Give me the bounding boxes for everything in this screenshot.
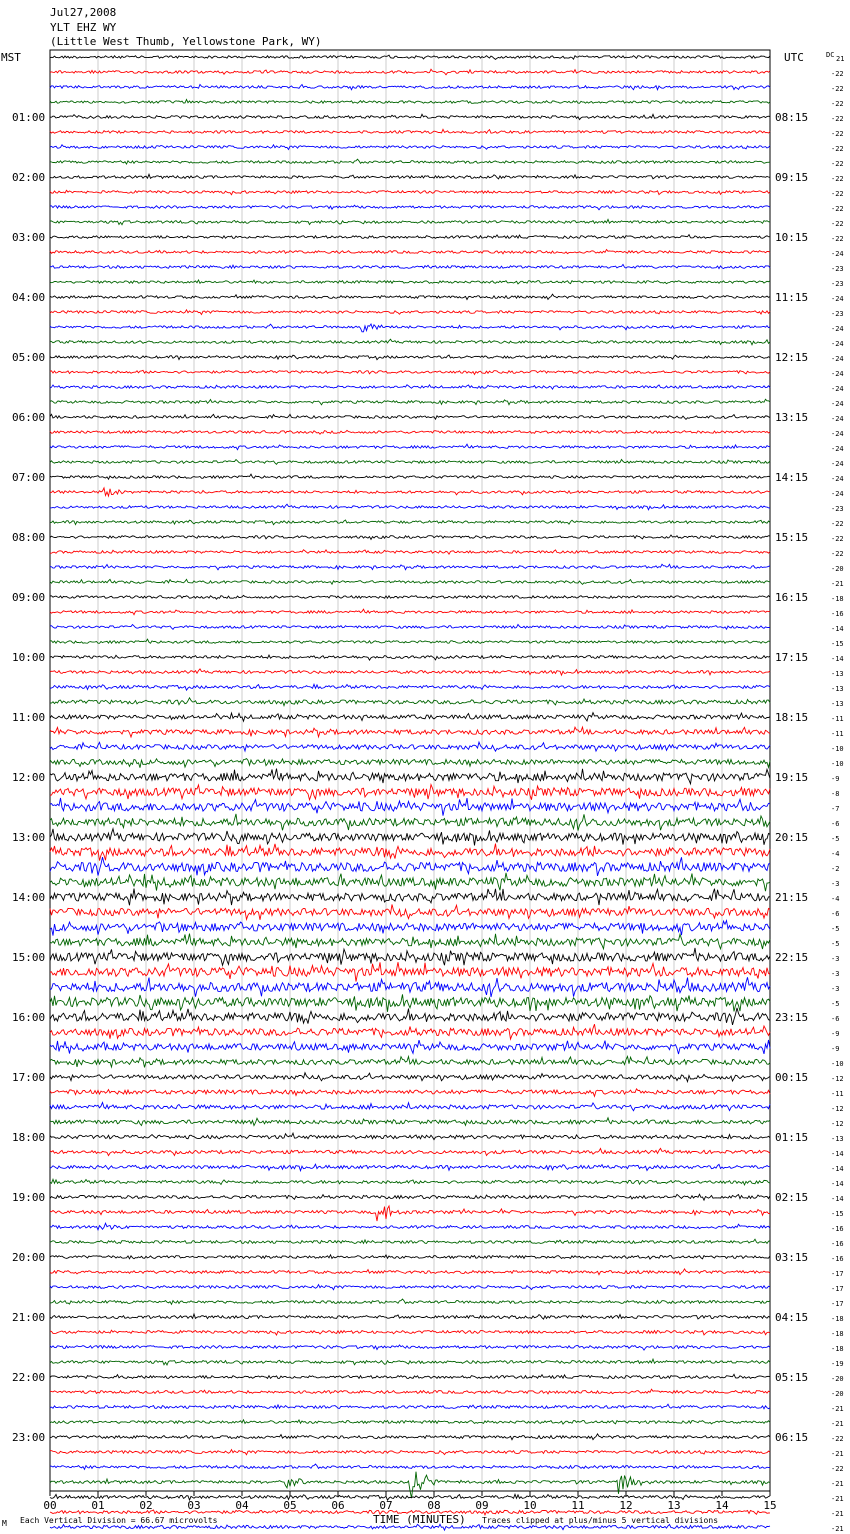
x-tick-label-11: 11 (571, 1499, 585, 1512)
dc-offset-19: -24 (831, 340, 844, 348)
trace-row-94 (50, 1464, 770, 1469)
x-tick-label-10: 10 (523, 1499, 537, 1512)
trace-row-87 (50, 1359, 770, 1365)
trace-row-41 (50, 669, 770, 675)
x-tick-label-7: 07 (379, 1499, 393, 1512)
dc-offset-28: -24 (831, 475, 844, 483)
trace-row-53 (50, 844, 770, 861)
trace-row-32 (50, 535, 770, 539)
station-location: (Little West Thumb, Yellowstone Park, WY) (50, 35, 322, 48)
station-code: YLT EHZ WY (50, 21, 117, 34)
dc-offset-52: -5 (831, 835, 840, 843)
dc-offset-45: -11 (831, 730, 844, 738)
dc-offset-16: -24 (831, 295, 844, 303)
trace-row-95 (50, 1472, 770, 1498)
mst-hour-labels (12, 111, 45, 1444)
dc-offset-96: -21 (831, 1495, 844, 1503)
trace-row-8 (50, 174, 770, 179)
mst-label-6: 07:00 (12, 471, 46, 484)
x-tick-label-2: 02 (139, 1499, 153, 1512)
trace-row-38 (50, 625, 770, 630)
dc-offset-49: -8 (831, 790, 840, 798)
utc-zone-label: UTC (784, 51, 804, 64)
trace-row-84 (50, 1314, 770, 1319)
trace-row-31 (50, 520, 770, 525)
minute-grid (98, 50, 722, 1491)
trace-row-50 (50, 798, 770, 816)
trace-row-16 (50, 294, 770, 299)
trace-row-2 (50, 85, 770, 90)
trace-row-22 (50, 385, 770, 389)
trace-row-81 (50, 1269, 770, 1275)
dc-offset-75: -14 (831, 1180, 844, 1188)
trace-row-59 (50, 934, 770, 949)
mst-label-21: 22:00 (12, 1371, 46, 1384)
trace-row-13 (50, 250, 770, 254)
mst-label-17: 18:00 (12, 1131, 46, 1144)
trace-row-69 (50, 1089, 770, 1097)
trace-row-35 (50, 579, 770, 584)
trace-row-78 (50, 1223, 770, 1230)
mst-label-22: 23:00 (12, 1431, 46, 1444)
trace-row-51 (50, 814, 770, 831)
mst-label-0: 01:00 (12, 111, 46, 124)
utc-label-2: 10:15 (775, 231, 809, 244)
utc-label-1: 09:15 (775, 171, 809, 184)
trace-row-33 (50, 550, 770, 554)
dc-offset-20: -24 (831, 355, 844, 363)
trace-row-9 (50, 190, 770, 194)
trace-row-45 (50, 727, 770, 737)
trace-row-89 (50, 1389, 770, 1394)
trace-row-71 (50, 1118, 770, 1126)
utc-label-9: 17:15 (775, 651, 809, 664)
dc-offset-86: -18 (831, 1345, 844, 1353)
trace-row-24 (50, 414, 770, 419)
trace-row-15 (50, 280, 770, 284)
utc-label-0: 08:15 (775, 111, 809, 124)
x-tick-label-12: 12 (619, 1499, 633, 1512)
dc-offset-9: -22 (831, 190, 844, 198)
mst-label-3: 04:00 (12, 291, 46, 304)
dc-offset-73: -14 (831, 1150, 844, 1158)
trace-row-96 (50, 1494, 770, 1500)
mst-zone-label: MST (1, 51, 21, 64)
trace-row-90 (50, 1404, 770, 1409)
dc-offset-labels (831, 55, 844, 1534)
dc-offset-11: -22 (831, 220, 844, 228)
dc-offset-69: -11 (831, 1090, 844, 1098)
dc-offset-6: -22 (831, 145, 844, 153)
utc-label-3: 11:15 (775, 291, 809, 304)
trace-row-61 (50, 962, 770, 981)
trace-row-1 (50, 69, 770, 75)
mst-label-20: 21:00 (12, 1311, 46, 1324)
mst-label-16: 17:00 (12, 1071, 46, 1084)
utc-label-21: 05:15 (775, 1371, 809, 1384)
trace-row-65 (50, 1024, 770, 1039)
dc-offset-94: -22 (831, 1465, 844, 1473)
dc-offset-32: -22 (831, 535, 844, 543)
dc-offset-39: -15 (831, 640, 844, 648)
trace-row-48 (50, 769, 770, 784)
trace-row-49 (50, 785, 770, 800)
dc-offset-44: -11 (831, 715, 844, 723)
dc-offset-2: -22 (831, 85, 844, 93)
trace-row-52 (50, 829, 770, 846)
plot-date: Jul27,2008 (50, 6, 117, 19)
dc-offset-74: -14 (831, 1165, 844, 1173)
utc-label-11: 19:15 (775, 771, 809, 784)
dc-offset-78: -16 (831, 1225, 844, 1233)
dc-offset-87: -19 (831, 1360, 844, 1368)
dc-offset-82: -17 (831, 1285, 844, 1293)
dc-offset-77: -15 (831, 1210, 844, 1218)
trace-row-23 (50, 399, 770, 405)
dc-offset-91: -21 (831, 1420, 844, 1428)
scale-note: Each Vertical Division = 66.67 microvolts (20, 1516, 218, 1525)
trace-row-5 (50, 129, 770, 133)
trace-rows (50, 55, 770, 1534)
x-tick-label-6: 06 (331, 1499, 345, 1512)
trace-row-20 (50, 355, 770, 360)
dc-offset-21: -24 (831, 370, 844, 378)
dc-offset-7: -22 (831, 160, 844, 168)
x-tick-label-5: 05 (283, 1499, 297, 1512)
dc-offset-42: -13 (831, 685, 844, 693)
trace-row-14 (50, 264, 770, 268)
dc-offset-3: -22 (831, 100, 844, 108)
dc-offset-27: -24 (831, 460, 844, 468)
trace-row-25 (50, 430, 770, 434)
dc-offset-61: -3 (831, 970, 840, 978)
dc-offset-24: -24 (831, 415, 844, 423)
dc-offset-31: -22 (831, 520, 844, 528)
trace-row-28 (50, 474, 770, 479)
dc-offset-40: -14 (831, 655, 844, 663)
dc-offset-0: 21 (836, 55, 845, 63)
trace-row-60 (50, 948, 770, 965)
dc-offset-53: -4 (831, 850, 840, 858)
utc-label-12: 20:15 (775, 831, 809, 844)
dc-offset-22: -24 (831, 385, 844, 393)
x-tick-label-13: 13 (667, 1499, 681, 1512)
dc-offset-93: -21 (831, 1450, 844, 1458)
x-tick-label-0: 00 (43, 1499, 57, 1512)
dc-offset-72: -13 (831, 1135, 844, 1143)
trace-row-36 (50, 595, 770, 599)
mst-label-19: 20:00 (12, 1251, 46, 1264)
trace-row-75 (50, 1179, 770, 1185)
utc-label-6: 14:15 (775, 471, 809, 484)
dc-offset-57: -6 (831, 910, 840, 918)
dc-offset-79: -16 (831, 1240, 844, 1248)
dc-offset-23: -24 (831, 400, 844, 408)
dc-offset-17: -23 (831, 310, 844, 318)
utc-label-15: 23:15 (775, 1011, 809, 1024)
dc-offset-12: -22 (831, 235, 844, 243)
trace-row-74 (50, 1164, 770, 1171)
mst-label-15: 16:00 (12, 1011, 46, 1024)
mst-label-2: 03:00 (12, 231, 46, 244)
mst-label-14: 15:00 (12, 951, 46, 964)
dc-offset-29: -24 (831, 490, 844, 498)
utc-label-19: 03:15 (775, 1251, 809, 1264)
trace-row-56 (50, 889, 770, 906)
mst-label-7: 08:00 (12, 531, 46, 544)
trace-row-58 (50, 921, 770, 936)
dc-header: DC (826, 51, 835, 59)
trace-row-30 (50, 504, 770, 510)
utc-label-18: 02:15 (775, 1191, 809, 1204)
trace-row-4 (50, 114, 770, 119)
trace-row-86 (50, 1345, 770, 1350)
dc-offset-98: -21 (831, 1525, 844, 1533)
trace-row-55 (50, 873, 770, 891)
utc-hour-labels (775, 111, 808, 1444)
dc-offset-50: -7 (831, 805, 840, 813)
dc-offset-80: -16 (831, 1255, 844, 1263)
trace-row-57 (50, 905, 770, 920)
dc-offset-90: -21 (831, 1405, 844, 1413)
trace-row-29 (50, 488, 770, 496)
trace-row-54 (50, 857, 770, 876)
trace-row-26 (50, 444, 770, 450)
dc-offset-58: -5 (831, 925, 840, 933)
trace-row-7 (50, 159, 770, 164)
trace-row-70 (50, 1103, 770, 1111)
trace-row-12 (50, 235, 770, 239)
trace-row-3 (50, 100, 770, 104)
dc-offset-71: -12 (831, 1120, 844, 1128)
mst-label-12: 13:00 (12, 831, 46, 844)
trace-row-17 (50, 310, 770, 315)
dc-offset-66: -9 (831, 1045, 840, 1053)
mst-label-11: 12:00 (12, 771, 46, 784)
utc-label-14: 22:15 (775, 951, 809, 964)
trace-row-64 (50, 1008, 770, 1025)
dc-offset-1: -22 (831, 70, 844, 78)
utc-label-5: 13:15 (775, 411, 809, 424)
trace-row-39 (50, 639, 770, 643)
dc-offset-36: -18 (831, 595, 844, 603)
trace-row-18 (50, 324, 770, 332)
trace-row-83 (50, 1299, 770, 1304)
x-tick-label-9: 09 (475, 1499, 489, 1512)
trace-row-19 (50, 339, 770, 345)
trace-row-11 (50, 219, 770, 224)
dc-offset-10: -22 (831, 205, 844, 213)
dc-offset-63: -5 (831, 1000, 840, 1008)
trace-row-80 (50, 1255, 770, 1259)
dc-offset-88: -20 (831, 1375, 844, 1383)
utc-label-13: 21:15 (775, 891, 809, 904)
trace-row-79 (50, 1239, 770, 1243)
mst-label-1: 02:00 (12, 171, 46, 184)
mst-label-13: 14:00 (12, 891, 46, 904)
trace-row-34 (50, 564, 770, 570)
mst-label-8: 09:00 (12, 591, 46, 604)
dc-offset-37: -16 (831, 610, 844, 618)
trace-row-0 (50, 55, 770, 59)
dc-offset-95: -21 (831, 1480, 844, 1488)
trace-row-46 (50, 742, 770, 751)
dc-offset-65: -9 (831, 1030, 840, 1038)
dc-offset-46: -10 (831, 745, 844, 753)
dc-offset-48: -9 (831, 775, 840, 783)
trace-row-91 (50, 1420, 770, 1424)
mst-label-18: 19:00 (12, 1191, 46, 1204)
trace-row-76 (50, 1194, 770, 1200)
dc-offset-26: -24 (831, 445, 844, 453)
dc-offset-97: -21 (831, 1510, 844, 1518)
trace-row-10 (50, 205, 770, 210)
mst-label-5: 06:00 (12, 411, 46, 424)
x-tick-label-3: 03 (187, 1499, 201, 1512)
dc-offset-4: -22 (831, 115, 844, 123)
trace-row-37 (50, 609, 770, 615)
dc-offset-76: -14 (831, 1195, 844, 1203)
utc-label-16: 00:15 (775, 1071, 809, 1084)
trace-row-44 (50, 713, 770, 722)
trace-row-42 (50, 684, 770, 690)
trace-row-47 (50, 759, 770, 768)
dc-offset-60: -3 (831, 955, 840, 963)
dc-offset-81: -17 (831, 1270, 844, 1278)
dc-offset-34: -20 (831, 565, 844, 573)
trace-row-85 (50, 1330, 770, 1335)
dc-offset-41: -13 (831, 670, 844, 678)
dc-offset-33: -22 (831, 550, 844, 558)
dc-offset-85: -18 (831, 1330, 844, 1338)
dc-offset-25: -24 (831, 430, 844, 438)
trace-row-68 (50, 1073, 770, 1082)
trace-row-82 (50, 1285, 770, 1290)
dc-offset-59: -5 (831, 940, 840, 948)
dc-offset-64: -6 (831, 1015, 840, 1023)
clip-note: Traces clipped at plus/minus 5 vertical divisions (482, 1516, 719, 1525)
mst-label-9: 10:00 (12, 651, 46, 664)
dc-offset-5: -22 (831, 130, 844, 138)
utc-label-22: 06:15 (775, 1431, 809, 1444)
dc-offset-84: -18 (831, 1315, 844, 1323)
dc-offset-55: -3 (831, 880, 840, 888)
utc-label-4: 12:15 (775, 351, 809, 364)
dc-offset-30: -23 (831, 505, 844, 513)
dc-offset-47: -10 (831, 760, 844, 768)
dc-offset-35: -21 (831, 580, 844, 588)
x-tick-label-14: 14 (715, 1499, 729, 1512)
trace-row-88 (50, 1374, 770, 1378)
dc-offset-8: -22 (831, 175, 844, 183)
utc-label-17: 01:15 (775, 1131, 809, 1144)
utc-label-7: 15:15 (775, 531, 809, 544)
utc-label-8: 16:15 (775, 591, 809, 604)
trace-row-67 (50, 1056, 770, 1067)
trace-row-77 (50, 1206, 770, 1221)
dc-offset-54: -2 (831, 865, 840, 873)
dc-offset-83: -17 (831, 1300, 844, 1308)
dc-offset-14: -23 (831, 265, 844, 273)
trace-row-43 (50, 698, 770, 706)
x-tick-label-8: 08 (427, 1499, 441, 1512)
trace-row-72 (50, 1133, 770, 1140)
utc-label-10: 18:15 (775, 711, 809, 724)
trace-row-27 (50, 460, 770, 465)
dc-offset-56: -4 (831, 895, 840, 903)
mst-label-10: 11:00 (12, 711, 46, 724)
trace-row-92 (50, 1434, 770, 1440)
trace-row-73 (50, 1148, 770, 1155)
dc-offset-13: -24 (831, 250, 844, 258)
dc-offset-38: -14 (831, 625, 844, 633)
trace-row-21 (50, 370, 770, 374)
trace-row-63 (50, 994, 770, 1011)
dc-offset-89: -20 (831, 1390, 844, 1398)
dc-offset-67: -10 (831, 1060, 844, 1068)
dc-offset-43: -13 (831, 700, 844, 708)
corner-mark: M (2, 1519, 7, 1528)
trace-row-62 (50, 977, 770, 997)
trace-row-93 (50, 1450, 770, 1455)
time-axis (43, 1491, 776, 1512)
dc-offset-62: -3 (831, 985, 840, 993)
trace-row-6 (50, 145, 770, 150)
dc-offset-70: -12 (831, 1105, 844, 1113)
dc-offset-51: -6 (831, 820, 840, 828)
utc-label-20: 04:15 (775, 1311, 809, 1324)
dc-offset-15: -23 (831, 280, 844, 288)
mst-label-4: 05:00 (12, 351, 46, 364)
dc-offset-92: -22 (831, 1435, 844, 1443)
x-axis-title: TIME (MINUTES) (373, 1513, 466, 1526)
x-tick-label-4: 04 (235, 1499, 249, 1512)
x-tick-label-15: 15 (763, 1499, 777, 1512)
dc-offset-68: -12 (831, 1075, 844, 1083)
trace-row-66 (50, 1040, 770, 1054)
x-tick-label-1: 01 (91, 1499, 105, 1512)
trace-row-40 (50, 655, 770, 660)
dc-offset-18: -24 (831, 325, 844, 333)
